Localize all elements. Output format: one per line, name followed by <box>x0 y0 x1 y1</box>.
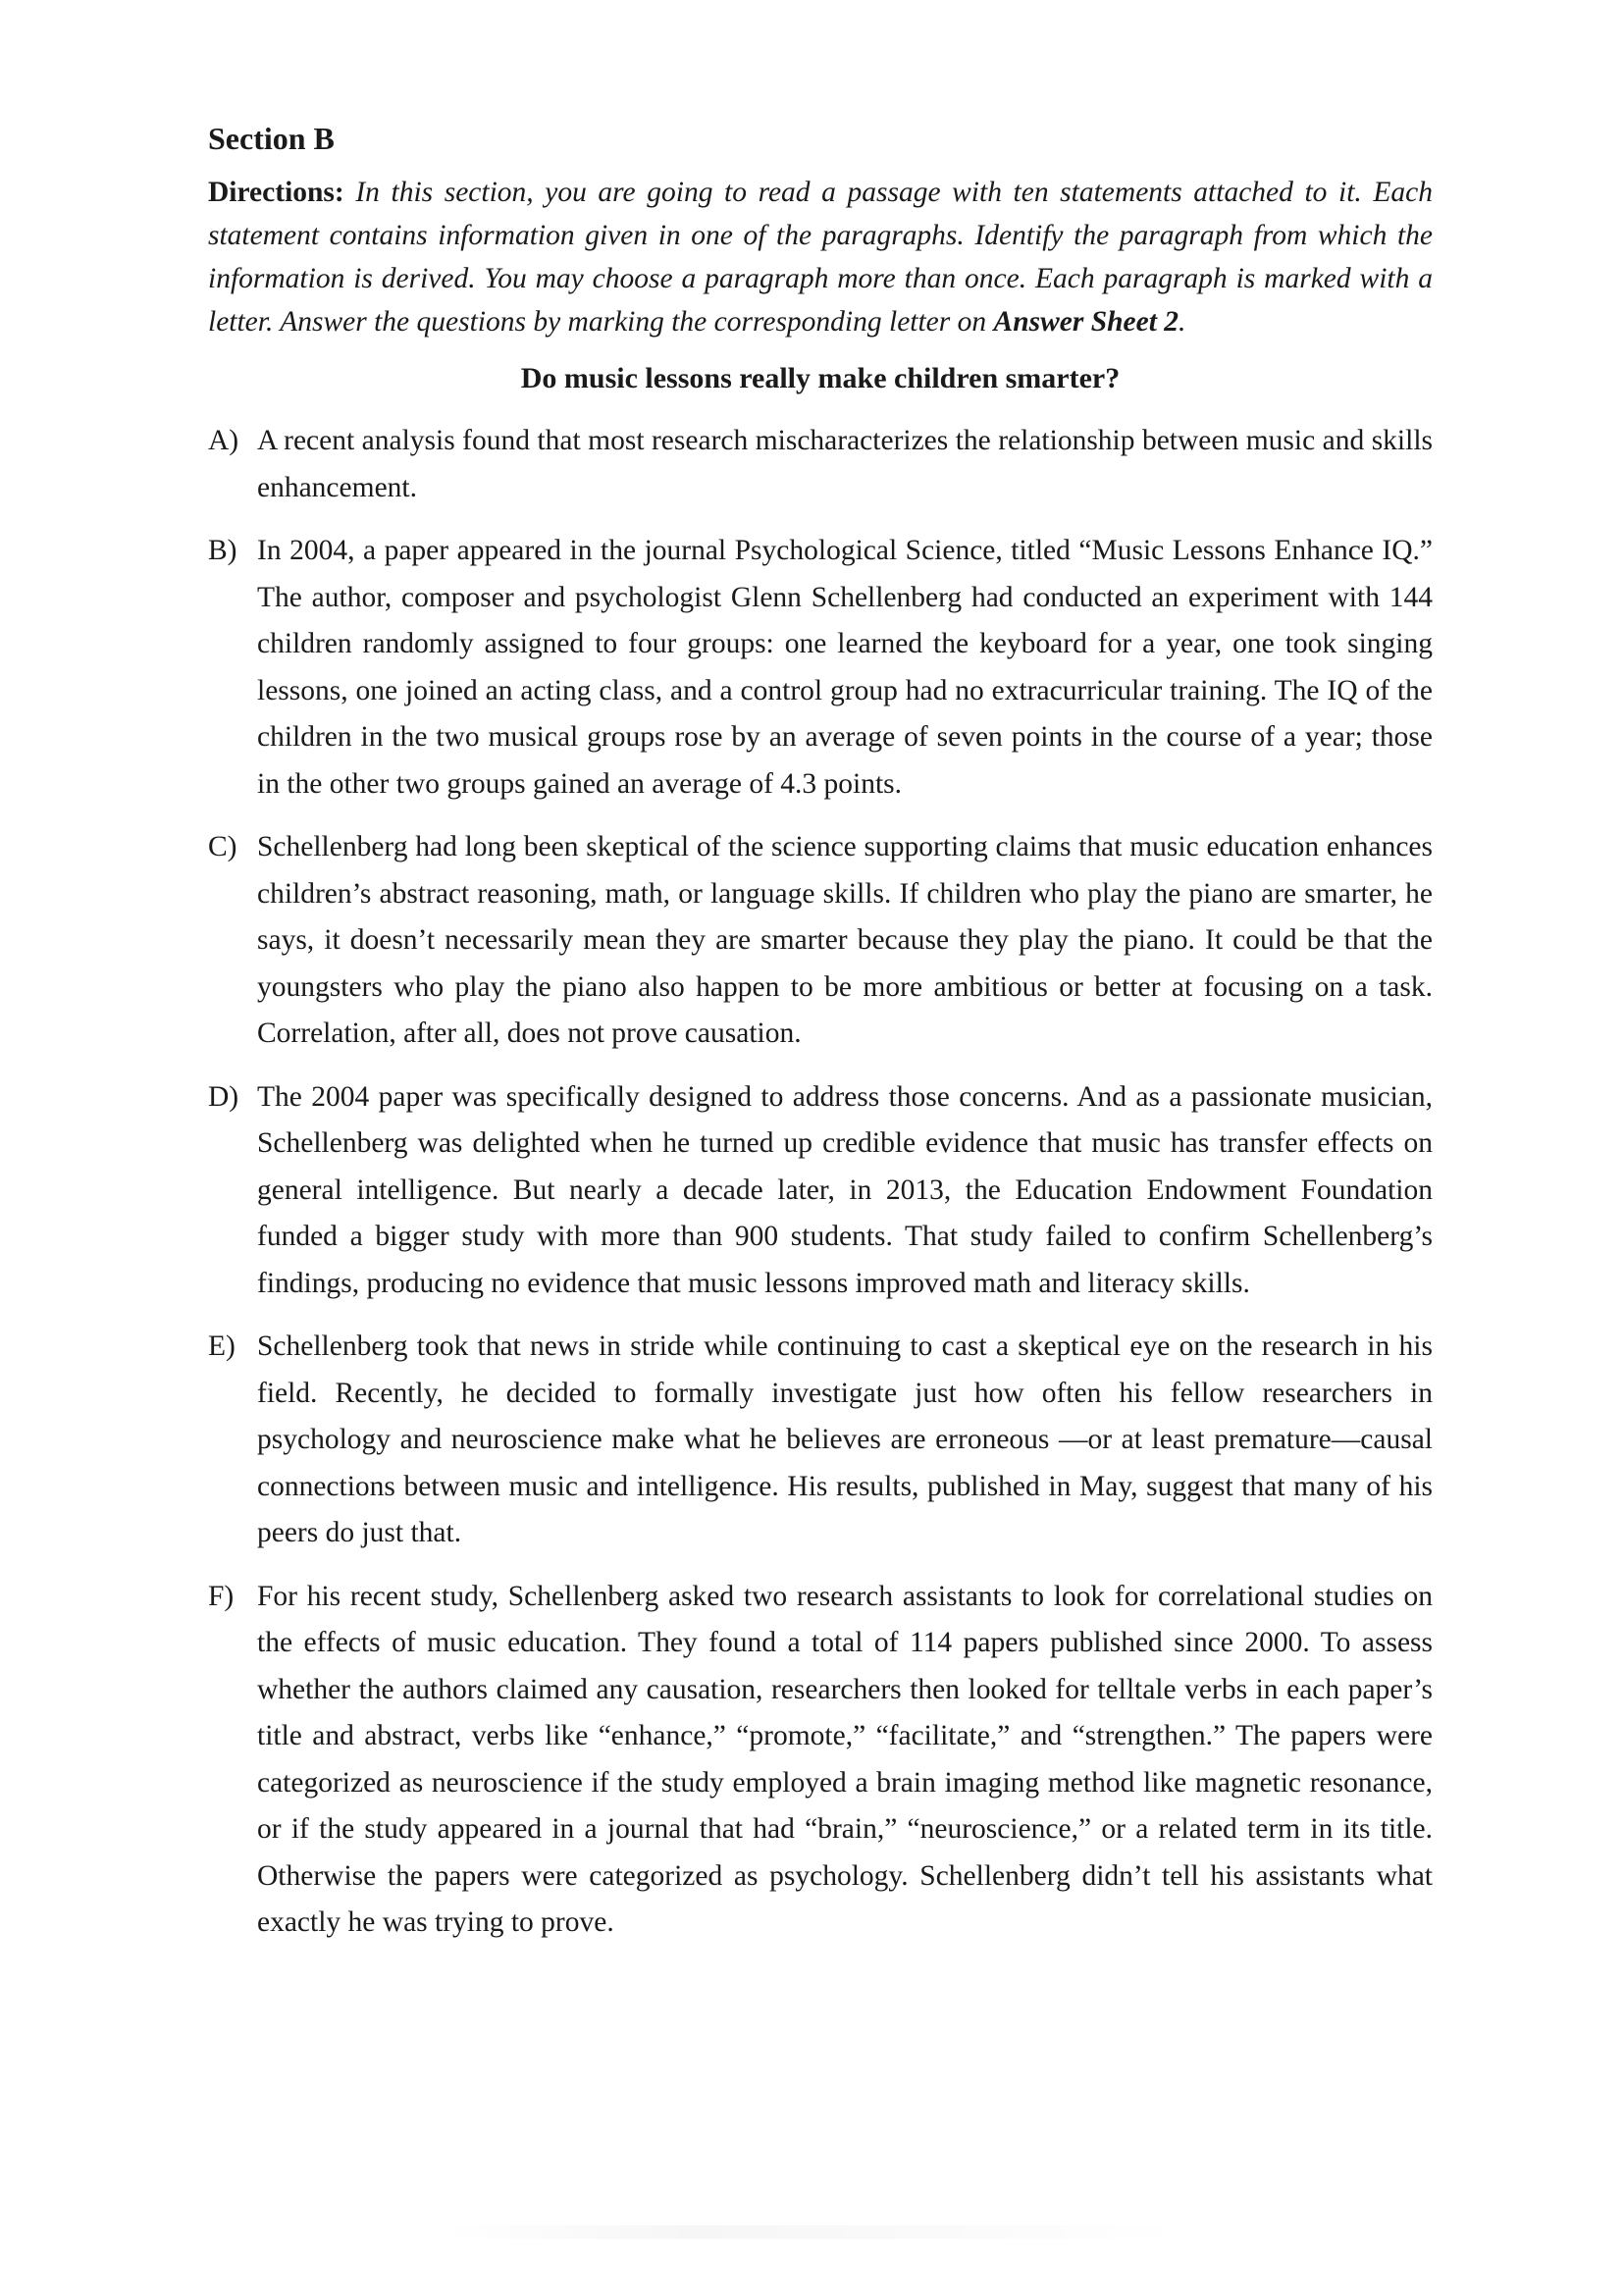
paragraph-text: Schellenberg had long been skeptical of the science supporting claims that music education enhances children’s abstract reasoning, math, or language skills. If children who play the piano are smarter, he says, it doesn’t necessarily mean they are smarter because they play the piano. It could be that the youngsters who play the piano also happen to be more ambitious or better at focusing on a task. Correlation, after all, does not prove causation. <box>257 831 1433 1049</box>
directions <box>208 171 1433 343</box>
paragraph-e <box>208 1324 1433 1557</box>
directions-label: Directions: <box>208 177 344 208</box>
paragraph-letter: F) <box>208 1580 235 1612</box>
directions-text: In this section, you are going to read a passage with ten statements attached to it. Each statement contains information given in one of the paragraphs. Identify the paragraph from which the information is derived. You may choose a paragraph more than once. Each paragraph is marked with a letter. Answer the questions by marking the corresponding letter on <box>208 177 1433 338</box>
paragraph-letter: E) <box>208 1330 236 1362</box>
paragraph-letter: B) <box>208 535 237 566</box>
paragraph-c <box>208 824 1433 1058</box>
answer-sheet-label: Answer Sheet 2 <box>993 306 1179 338</box>
faint-watermark-line <box>442 2225 1187 2239</box>
paragraph-letter: A) <box>208 425 239 456</box>
paragraph-b <box>208 528 1433 808</box>
section-title: Section B <box>208 121 335 156</box>
paragraph-text: A recent analysis found that most research mischaracterizes the relationship between music and skills enhancement. <box>257 425 1433 503</box>
document-page <box>208 116 1433 1963</box>
paragraph-text: The 2004 paper was specifically designed to address those concerns. And as a passionate musician, Schellenberg was delighted when he turned up credible evidence that music has transfer effects on general intelligence. But nearly a decade later, in 2013, the Education Endowment Foundation funded a bigger study with more than 900 students. That study failed to confirm Schellenberg’s findings, producing no evidence that music lessons improved math and literacy skills. <box>257 1080 1433 1299</box>
paragraph-letter: D) <box>208 1080 239 1113</box>
directions-end: . <box>1179 306 1186 338</box>
paragraph-text: Schellenberg took that news in stride while continuing to cast a skeptical eye on the research in his field. Recently, he decided to formally investigate just how often his fellow researchers in psychology and neuroscience make what he believes are erroneous —or at least premature—causal connections between music and intelligence. His results, published in May, suggest that many of his peers do just that. <box>257 1330 1433 1548</box>
paragraph-text: In 2004, a paper appeared in the journal Psychological Science, titled “Music Lessons Enhance IQ.” The author, composer and psychologist Glenn Schellenberg had conducted an experiment with 144 children randomly assigned to four groups: one learned the keyboard for a year, one took singing lessons, one joined an acting class, and a control group had no extracurricular training. The IQ of the children in the two musical groups rose by an average of seven points in the course of a year; those in the other two groups gained an average of 4.3 points. <box>257 535 1433 800</box>
passage-title: Do music lessons really make children smarter? <box>520 362 1121 394</box>
paragraph-d <box>208 1074 1433 1308</box>
paragraph-text: For his recent study, Schellenberg asked two research assistants to look for correlational studies on the effects of music education. They found a total of 114 papers published since 2000. To assess whether the authors claimed any causation, researchers then looked for telltale verbs in each paper’s title and abstract, verbs like “enhance,” “promote,” “facilitate,” and “strengthen.” The papers were categorized as neuroscience if the study employed a brain imaging method like magnetic resonance, or if the study appeared in a journal that had “brain,” “neuroscience,” or a related term in its title. Otherwise the papers were categorized as psychology. Schellenberg didn’t tell his assistants what exactly he was trying to prove. <box>257 1580 1433 1938</box>
paragraph-a <box>208 418 1433 511</box>
paragraph-letter: C) <box>208 831 237 862</box>
paragraph-f <box>208 1574 1433 1947</box>
